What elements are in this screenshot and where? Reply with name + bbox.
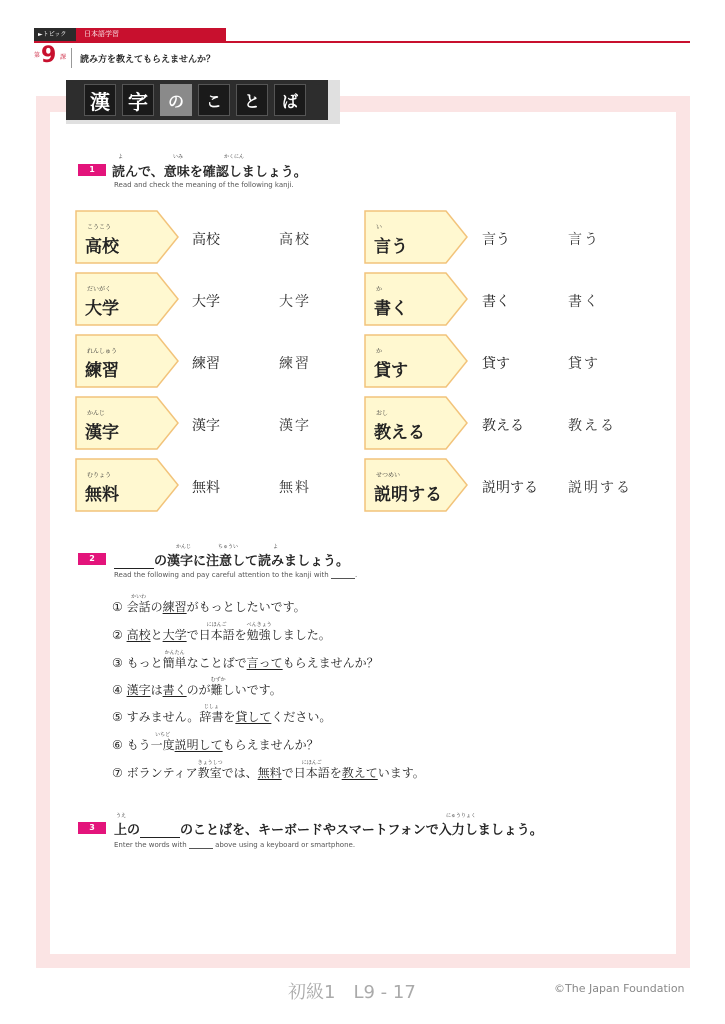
target-kanji: 漢字 [126,683,151,697]
kanji-word: 教える [374,423,425,443]
section3-title-post: のことばを、キーボードやスマートフォンで入力しましょう。 [180,823,543,838]
kanji-word: 大学 [85,299,119,319]
sentence-number: ③ [112,656,127,670]
handwritten-word: 言う [568,232,600,248]
section2-title [114,550,349,569]
practice-sentence [112,760,425,781]
kanji-reading: か [376,286,383,293]
kanji-reading: かんじ [87,410,106,417]
sentence-text: 日本語 にほんご [293,760,330,780]
handwritten-word: 練習 [279,356,311,372]
practice-sentence [112,704,332,725]
sentence-text: を [234,628,247,642]
kanji-word: 説明する [374,485,442,505]
banner-char: ば [274,84,306,116]
sentence-text: 一度 いちど [150,732,175,752]
sentence-text: もらえませんか？ [222,738,319,752]
handwritten-word: 高校 [279,232,311,248]
target-kanji: 大学 [162,628,187,642]
typed-word: 書く [482,294,510,310]
furigana: べんきょう [246,622,272,628]
lesson-suffix: 課 [60,54,67,61]
footer-course: 初級1 L9 - 17 [288,982,416,1003]
handwritten-word: 漢字 [279,418,311,434]
sentence-text: 会話 かいわ [126,594,151,614]
section1-subtitle: Read and check the meaning of the following kanji. [114,181,294,189]
furigana: にほんご [206,622,227,628]
sentence-text: 日本語 にほんご [198,622,235,642]
kanji-word: 高校 [85,237,119,257]
kanji-reading: か [376,348,383,355]
sentence-text: のが [186,683,211,697]
blank-line [140,826,180,838]
lesson-number: 9 [41,43,57,68]
section1-badge: 1 [78,164,106,176]
sentence-text: 教室 きょうしつ [197,760,223,780]
furigana: いちど [155,732,171,738]
target-kanji: 説明して [174,738,223,752]
handwritten-word: 書く [568,294,600,310]
target-kanji: 言って [246,656,283,670]
section2-subtitle [114,571,357,579]
furigana: かいわ [131,594,147,600]
sentence-text: 辞書 じしょ [199,704,224,724]
sentence-text: で [281,766,294,780]
kanji-card [75,210,179,264]
furigana: かんじ [176,544,192,550]
typed-word: 言う [482,232,510,248]
furigana: かんたん [164,650,185,656]
banner-char: と [236,84,268,116]
typed-word: 貸す [482,356,510,372]
banner-char: 漢 [84,84,116,116]
sentence-text: もう [126,738,151,752]
practice-sentence [112,650,379,671]
furigana: かくにん [224,154,245,160]
furigana: じしょ [203,704,219,710]
kanji-banner [66,80,328,120]
kanji-reading: おし [376,410,389,417]
target-kanji: 高校 [126,628,151,642]
sentence-text: は [150,683,163,697]
kanji-reading: だいがく [87,286,112,293]
section3-title-pre: 上の [114,823,141,838]
kanji-reading: むりょう [87,472,112,479]
practice-sentence [112,594,306,615]
lesson-prefix: 第 [34,52,41,59]
section2-badge: 2 [78,553,106,565]
sentence-text: しいです。 [222,683,282,697]
kanji-card [364,272,468,326]
sentence-text: ボランティア [126,766,198,780]
handwritten-word: 教える [568,418,616,434]
furigana: いみ [173,154,184,160]
sentence-text: なことばで [186,656,247,670]
practice-sentence [112,622,331,643]
kanji-card [364,334,468,388]
typed-word: 漢字 [192,418,220,434]
typed-word: 練習 [192,356,220,372]
kanji-word: 貸す [374,361,408,381]
handwritten-word: 貸す [568,356,600,372]
section2-subtitle-end: . [354,571,358,579]
furigana: にゅうりょく [446,813,476,819]
kanji-card [75,458,179,512]
section2-title-text: の漢字に注意して読みましょう。 [154,554,350,569]
sentence-text: と [150,628,163,642]
kanji-reading: せつめい [376,472,401,479]
sentence-text: すみません。 [126,710,200,724]
furigana: ちゅうい [218,544,239,550]
sentence-number: ⑥ [112,738,127,752]
banner-char: こ [198,84,230,116]
kanji-word: 無料 [85,485,119,505]
topic-tab: ►トピック [34,28,76,41]
kanji-reading: い [376,224,383,231]
sentence-text: しました。 [270,628,331,642]
section1-title: 読んで、意味を確認しましょう。 [112,165,307,180]
blank-line [114,557,154,569]
section2-subtitle-text: Read the following and pay careful attention to the kanji with [114,571,329,579]
practice-sentence [112,732,319,753]
header-separator [71,48,72,68]
sentence-text: もらえませんか？ [282,656,379,670]
target-kanji: 練習 [162,600,187,614]
kanji-word: 漢字 [85,423,119,443]
sentence-number: ⑦ [112,766,127,780]
furigana: うえ [116,813,127,819]
sentence-text: を [223,710,236,724]
typed-word: 説明する [482,480,538,496]
typed-word: 大学 [192,294,220,310]
kanji-word: 練習 [85,361,119,381]
section3-badge: 3 [78,822,106,834]
sentence-number: ① [112,600,127,614]
sentence-text: で [186,628,199,642]
kanji-card [75,396,179,450]
handwritten-word: 大学 [279,294,311,310]
kanji-card [364,396,468,450]
section3-subtitle [114,841,355,849]
furigana: にほんご [301,760,322,766]
furigana: よ [118,154,124,160]
section3-subtitle-pre: Enter the words with [114,841,187,849]
kanji-card [75,334,179,388]
typed-word: 無料 [192,480,220,496]
practice-sentence [112,677,282,698]
header-rule [34,41,690,43]
sentence-text: 勉強 べんきょう [246,622,272,642]
handwritten-word: 説明する [568,480,632,496]
kanji-word: 言う [374,237,408,257]
banner-char: 字 [122,84,154,116]
typed-word: 高校 [192,232,220,248]
sentence-text: では、 [221,766,258,780]
handwritten-word: 無料 [279,480,311,496]
sentence-text: 簡単 かんたん [162,650,187,670]
sentence-text: がもっとしたいです。 [186,600,306,614]
furigana: よ [273,544,279,550]
blank-line [189,841,213,849]
target-kanji: 貸して [235,710,272,724]
sentence-number: ④ [112,683,127,697]
target-kanji: 無料 [257,766,282,780]
target-kanji: 教えて [341,766,378,780]
kanji-card [75,272,179,326]
kanji-reading: れんしゅう [87,348,118,355]
sentence-text: います。 [377,766,425,780]
sentence-text: の [150,600,163,614]
blank-line [331,571,358,579]
target-kanji: 書く [162,683,187,697]
sentence-number: ② [112,628,127,642]
footer-copyright: ©The Japan Foundation [554,982,685,995]
kanji-word: 書く [374,299,408,319]
furigana: むずか [210,677,226,683]
kanji-card [364,458,468,512]
typed-word: 教える [482,418,524,434]
course-tab: 日本語学習 [76,28,226,41]
section3-subtitle-post: above using a keyboard or smartphone. [215,841,356,849]
banner-char: の [160,84,192,116]
kanji-reading: こうこう [87,224,112,231]
sentence-text: もっと [126,656,163,670]
sentence-number: ⑤ [112,710,127,724]
lesson-title: 読み方を教えてもらえませんか？ [80,55,216,65]
furigana: きょうしつ [197,760,223,766]
kanji-card [364,210,468,264]
sentence-text: を [329,766,342,780]
section3-title [114,819,543,838]
sentence-text: 難 むずか [210,677,226,697]
sentence-text: ください。 [271,710,332,724]
